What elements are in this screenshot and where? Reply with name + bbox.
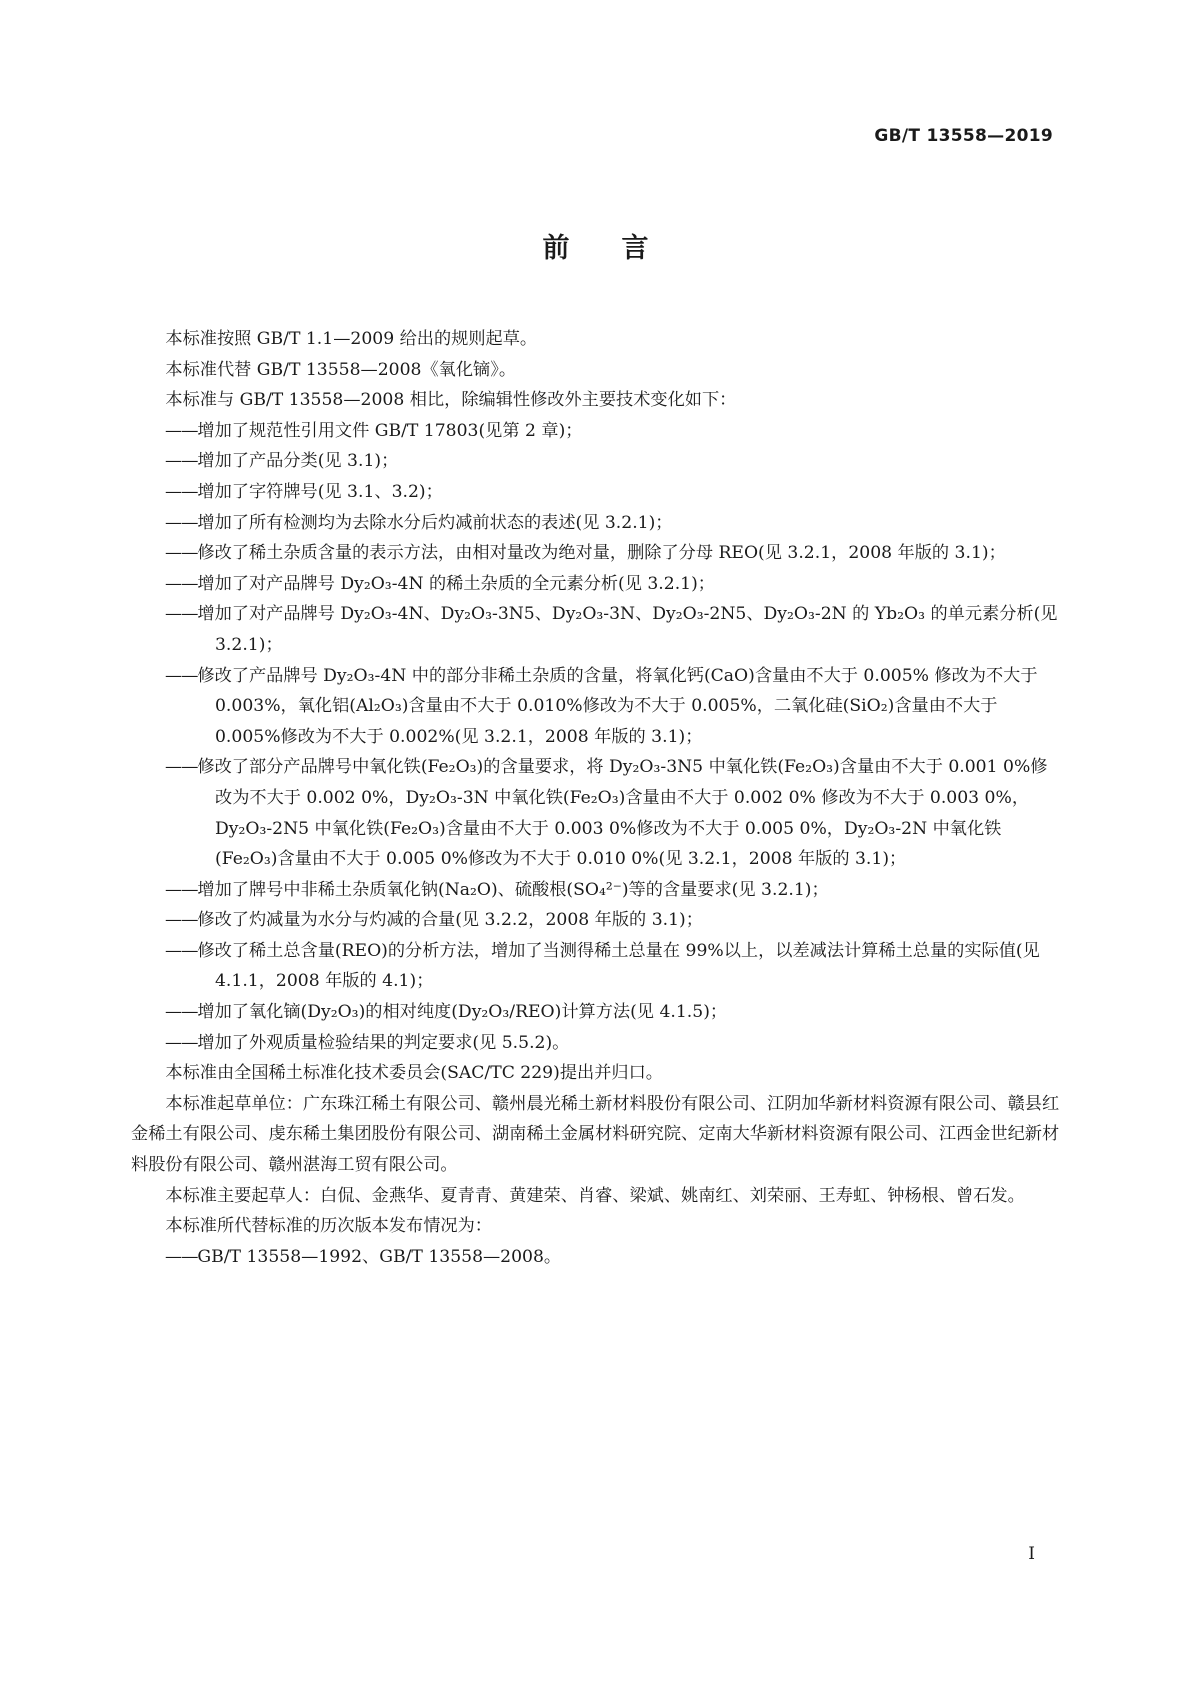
history-item-text: GB/T 13558—1992、GB/T 13558—2008。 [197,1246,562,1267]
change-item [131,446,1061,477]
change-item-text: 增加了牌号中非稀土杂质氧化钠(Na₂O)、硫酸根(SO₄²⁻)等的含量要求(见 3.2.1)； [197,879,829,900]
change-item-text: 修改了稀土总含量(REO)的分析方法，增加了当测得稀土总量在 99%以上，以差减法计算稀土总量的实际值(见 4.1.1，2008 年版的 4.1)； [197,940,1040,992]
dash-marker: —— [165,512,198,533]
change-item [131,661,1061,753]
change-item [131,936,1061,997]
paragraph-replaces: 本标准代替 GB/T 13558—2008《氧化镝》。 [165,359,517,380]
change-item [131,538,1061,569]
change-item [131,997,1061,1028]
paragraph-history-intro: 本标准所代替标准的历次版本发布情况为： [165,1216,492,1237]
change-item-text: 修改了灼减量为水分与灼减的合量(见 3.2.2，2008 年版的 3.1)； [197,910,703,931]
change-item [131,599,1061,660]
change-item-text: 增加了规范性引用文件 GB/T 17803(见第 2 章)； [197,420,583,441]
change-item [131,416,1061,447]
change-item-text: 增加了字符牌号(见 3.1、3.2)； [197,481,443,502]
change-item [131,477,1061,508]
dash-marker: —— [165,1002,198,1023]
change-item-text: 修改了部分产品牌号中氧化铁(Fe₂O₃)的含量要求，将 Dy₂O₃-3N5 中氧化铁(Fe₂O₃)含量由不大于 0.001 0%修改为不大于 0.002 0%，Dy₂O₃-3N 中氧化铁(Fe₂O₃)含量由不大于 0.002 0% 修改为不大于 0.003 0%，Dy₂O₃-2N5 中氧化铁(Fe₂O₃)含量由不大于 0.003 0%修改为不大于 0.005 0%，Dy₂O₃-2N 中氧化铁(Fe₂O₃)含量由不大于 0.005 0%修改为不大于 0.010 0%(见 3.2.1，2008 年版的 3.1)； [197,757,1048,870]
change-item [131,569,1061,600]
dash-marker: —— [165,1032,198,1053]
change-item-text: 增加了对产品牌号 Dy₂O₃-4N、Dy₂O₃-3N5、Dy₂O₃-3N、Dy₂O₃-2N5、Dy₂O₃-2N 的 Yb₂O₃ 的单元素分析(见 3.2.1)； [197,604,1058,655]
paragraph-drafters: 本标准主要起草人：白侃、金燕华、夏青青、黄建荣、肖睿、梁斌、姚南红、刘荣丽、王寿虹、钟杨根、曾石发。 [165,1185,1025,1206]
dash-marker: —— [165,757,198,778]
standard-code: GB/T 13558—2019 [874,126,1053,146]
paragraph-proposed-by: 本标准由全国稀土标准化技术委员会(SAC/TC 229)提出并归口。 [165,1063,663,1084]
page-title: 前言 [542,233,701,264]
dash-marker: —— [165,573,198,594]
dash-marker: —— [165,604,198,625]
paragraph-changes-intro: 本标准与 GB/T 13558—2008 相比，除编辑性修改外主要技术变化如下： [165,390,737,411]
dash-marker: —— [165,420,198,441]
change-item-text: 增加了氧化镝(Dy₂O₃)的相对纯度(Dy₂O₃/REO)计算方法(见 4.1.5)； [197,1002,728,1023]
change-item [131,752,1061,874]
dash-marker: —— [165,481,198,502]
change-item [131,905,1061,936]
paragraph-drafting-rules: 本标准按照 GB/T 1.1—2009 给出的规则起草。 [165,329,538,349]
dash-marker: —— [165,665,198,686]
dash-marker: —— [165,451,198,472]
change-item-text: 增加了产品分类(见 3.1)； [197,451,399,472]
change-item-text: 修改了稀土杂质含量的表示方法，由相对量改为绝对量，删除了分母 REO(见 3.2.1，2008 年版的 3.1)； [197,543,1006,564]
change-item-text: 修改了产品牌号 Dy₂O₃-4N 中的部分非稀土杂质的含量，将氧化钙(CaO)含量由不大于 0.005% 修改为不大于 0.003%，氧化铝(Al₂O₃)含量由不大于 0.010%修改为不大于 0.005%，二氧化硅(SiO₂)含量由不大于 0.005%修改为不大于 0.002%(见 3.2.1，2008 年版的 3.1)； [197,665,1038,747]
dash-marker: —— [165,1246,198,1267]
page-number: I [1028,1544,1035,1564]
document-body [131,324,1061,1272]
change-item-text: 增加了所有检测均为去除水分后灼减前状态的表述(见 3.2.1)； [197,512,673,533]
change-item [131,1028,1061,1059]
dash-marker: —— [165,879,198,900]
change-item [131,875,1061,906]
change-item-text: 增加了外观质量检验结果的判定要求(见 5.5.2)。 [197,1032,570,1053]
change-item [131,508,1061,539]
history-item [131,1242,1061,1273]
dash-marker: —— [165,940,198,961]
paragraph-drafting-units: 本标准起草单位：广东珠江稀土有限公司、赣州晨光稀土新材料股份有限公司、江阴加华新材料资源有限公司、赣县红金稀土有限公司、虔东稀土集团股份有限公司、湖南稀土金属材料研究院、定南大华新材料资源有限公司、江西金世纪新材料股份有限公司、赣州湛海工贸有限公司。 [131,1093,1060,1176]
change-item-text: 增加了对产品牌号 Dy₂O₃-4N 的稀土杂质的全元素分析(见 3.2.1)； [197,573,715,594]
dash-marker: —— [165,543,198,564]
dash-marker: —— [165,910,198,931]
